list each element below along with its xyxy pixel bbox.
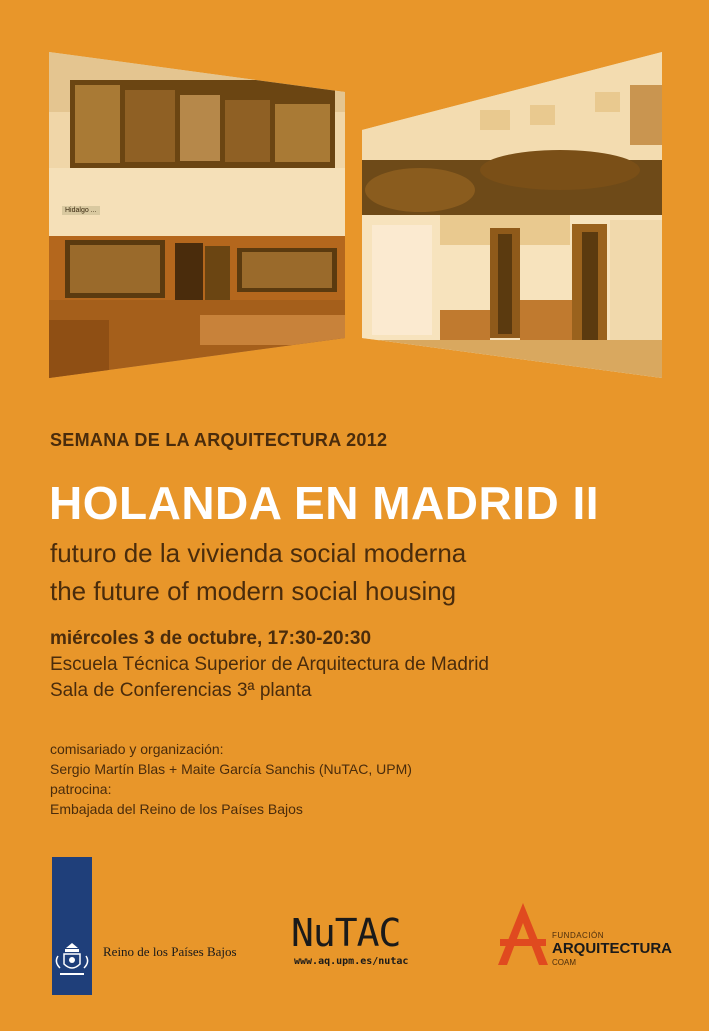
fundacion-label: FUNDACIÓN bbox=[552, 931, 605, 940]
event-header: SEMANA DE LA ARQUITECTURA 2012 bbox=[50, 430, 388, 450]
venue-room: Sala de Conferencias 3ª planta bbox=[50, 680, 312, 701]
poster-title: HOLANDA EN MADRID II bbox=[49, 477, 600, 529]
venue-school: Escuela Técnica Superior de Arquitectura de Madrid bbox=[50, 654, 490, 675]
credits-sponsor: Embajada del Reino de los Países Bajos bbox=[50, 801, 303, 817]
coat-of-arms-icon bbox=[52, 940, 92, 980]
photo-collage bbox=[0, 0, 709, 390]
arquitectura-label: ARQUITECTURA bbox=[552, 940, 672, 957]
fundacion-arquitectura-a-icon bbox=[498, 903, 548, 965]
event-date: miércoles 3 de octubre, 17:30-20:30 bbox=[50, 628, 372, 649]
subtitle-english: the future of modern social housing bbox=[50, 576, 457, 606]
nutac-url: www.aq.upm.es/nutac bbox=[294, 956, 409, 967]
right-building-photo bbox=[362, 52, 662, 385]
credits-sponsor-label: patrocina: bbox=[50, 781, 112, 797]
credits-curators: Sergio Martín Blas + Maite García Sanchis (NuTAC, UPM) bbox=[50, 761, 412, 777]
subtitle-spanish: futuro de la vivienda social moderna bbox=[50, 538, 467, 568]
netherlands-logo-text: Reino de los Países Bajos bbox=[103, 944, 237, 959]
nutac-logo: NuTAC bbox=[291, 911, 401, 955]
left-building-photo bbox=[49, 52, 345, 390]
coam-label: COAM bbox=[552, 958, 576, 967]
credits-curation-label: comisariado y organización: bbox=[50, 741, 224, 757]
street-sign: Hidalgo ... bbox=[62, 206, 100, 215]
